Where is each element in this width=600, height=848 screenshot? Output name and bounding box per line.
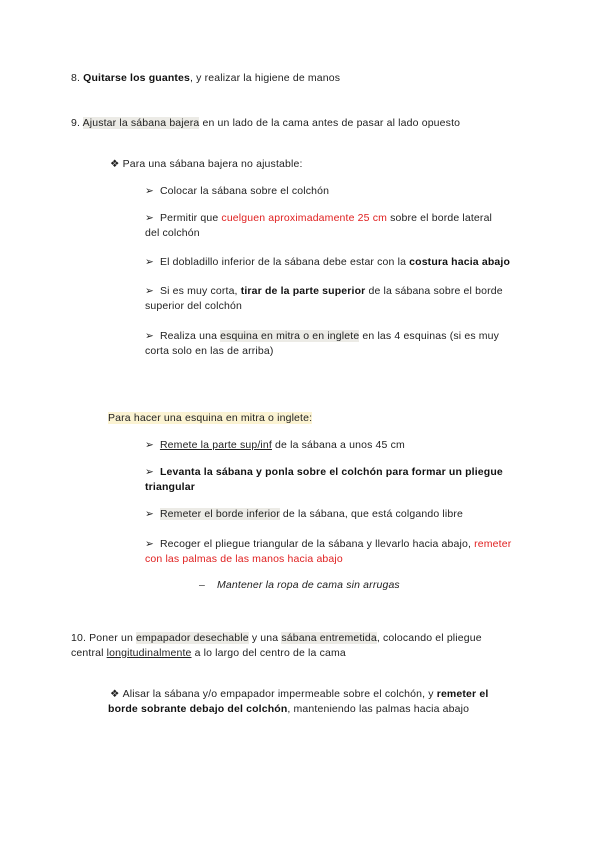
arrow-bullet-icon: ➢ <box>145 212 154 224</box>
arrow-item-b3 <box>145 507 463 522</box>
step-text: Poner un <box>89 632 137 644</box>
arrow-item-4-cont: superior del colchón <box>145 300 242 312</box>
dash-item <box>199 578 400 593</box>
highlight-text: Remeter el borde inferior <box>159 508 280 520</box>
item-text: sobre el borde lateral <box>387 212 493 224</box>
highlight-text: sábana entremetida <box>281 632 377 644</box>
item-text: Permitir que <box>159 212 222 224</box>
arrow-item-b4 <box>145 537 511 552</box>
item-text: de la sábana, que está colgando libre <box>279 508 464 520</box>
diamond-bullet-icon: ❖ <box>110 158 120 170</box>
bold-text: remeter el <box>436 688 489 700</box>
arrow-item-5 <box>145 329 499 344</box>
bold-text: triangular <box>145 481 195 493</box>
step-text: en un lado de la cama antes de pasar al lado opuesto <box>199 117 461 129</box>
item-text: Recoger el pliegue triangular de la sábana y llevarlo hacia abajo, <box>159 538 475 550</box>
arrow-item-5-cont: corta solo en las de arriba) <box>145 345 274 357</box>
step-number: 9. <box>71 117 81 129</box>
highlight-text: Ajustar la sábana bajera <box>82 117 200 129</box>
highlight-text: empapador desechable <box>136 632 249 644</box>
bullet-text: , manteniendo las palmas hacia abajo <box>287 703 470 715</box>
arrow-bullet-icon: ➢ <box>145 439 154 451</box>
step-bold: Quitarse los guantes <box>83 72 191 84</box>
highlight-title: Para hacer una esquina en mitra o inglete: <box>108 412 313 424</box>
item-text: Realiza una <box>159 330 221 342</box>
step-text: a lo largo del centro de la cama <box>191 647 346 659</box>
red-text: remeter <box>474 538 512 550</box>
step-number: 8. <box>71 72 81 84</box>
step-9 <box>71 116 460 131</box>
item-text: en las 4 esquinas (si es muy <box>359 330 500 342</box>
item-text: El dobladillo inferior de la sábana debe estar con la <box>159 256 410 268</box>
red-text: cuelguen aproximadamente 25 cm <box>221 212 388 224</box>
bullet-text: Alisar la sábana y/o empapador impermeable sobre el colchón, y <box>122 688 437 700</box>
arrow-item-2-cont: del colchón <box>145 227 200 239</box>
item-text: de la sábana sobre el borde <box>365 285 503 297</box>
arrow-item-3 <box>145 255 510 270</box>
step-10 <box>71 631 482 646</box>
underlined-text: Remete la parte sup/inf <box>159 439 272 451</box>
sub-bullet-2-cont <box>108 702 469 717</box>
sub-bullet-1 <box>110 157 303 172</box>
item-text: Colocar la sábana sobre el colchón <box>159 185 330 197</box>
step-text: y una <box>248 632 282 644</box>
item-text: Mantener la ropa de cama sin arrugas <box>217 579 400 591</box>
step-8 <box>71 71 340 86</box>
arrow-bullet-icon: ➢ <box>145 330 154 342</box>
step-text: , y realizar la higiene de manos <box>190 72 341 84</box>
bold-text: borde sobrante debajo del colchón <box>108 703 288 715</box>
item-text: de la sábana a unos 45 cm <box>271 439 405 451</box>
dash-bullet-icon: – <box>199 579 205 591</box>
arrow-bullet-icon: ➢ <box>145 538 154 550</box>
diamond-bullet-icon: ❖ <box>110 688 120 700</box>
arrow-bullet-icon: ➢ <box>145 466 154 478</box>
item-text: Si es muy corta, <box>159 285 241 297</box>
step-text: , colocando el pliegue <box>376 632 482 644</box>
arrow-bullet-icon: ➢ <box>145 185 154 197</box>
highlight-text: esquina en mitra o en inglete <box>220 330 360 342</box>
arrow-item-1 <box>145 184 329 199</box>
arrow-bullet-icon: ➢ <box>145 285 154 297</box>
arrow-item-b2 <box>145 465 503 480</box>
bullet-text: Para una sábana bajera no ajustable: <box>122 158 303 170</box>
sub-bullet-2 <box>110 687 488 702</box>
section-title <box>108 411 312 426</box>
underlined-text: longitudinalmente <box>106 647 192 659</box>
bold-text: Levanta la sábana y ponla sobre el colchón para formar un pliegue <box>159 466 503 478</box>
step-10-cont <box>71 646 346 661</box>
arrow-bullet-icon: ➢ <box>145 256 154 268</box>
bold-text: costura hacia abajo <box>409 256 511 268</box>
arrow-item-b4-cont: con las palmas de las manos hacia abajo <box>145 553 343 565</box>
arrow-item-2 <box>145 211 492 226</box>
arrow-item-b1 <box>145 438 405 453</box>
step-text: central <box>71 647 107 659</box>
arrow-item-4 <box>145 284 503 299</box>
step-number: 10. <box>71 632 87 644</box>
bold-text: tirar de la parte superior <box>240 285 366 297</box>
arrow-bullet-icon: ➢ <box>145 508 154 520</box>
arrow-item-b2-cont <box>145 480 195 495</box>
